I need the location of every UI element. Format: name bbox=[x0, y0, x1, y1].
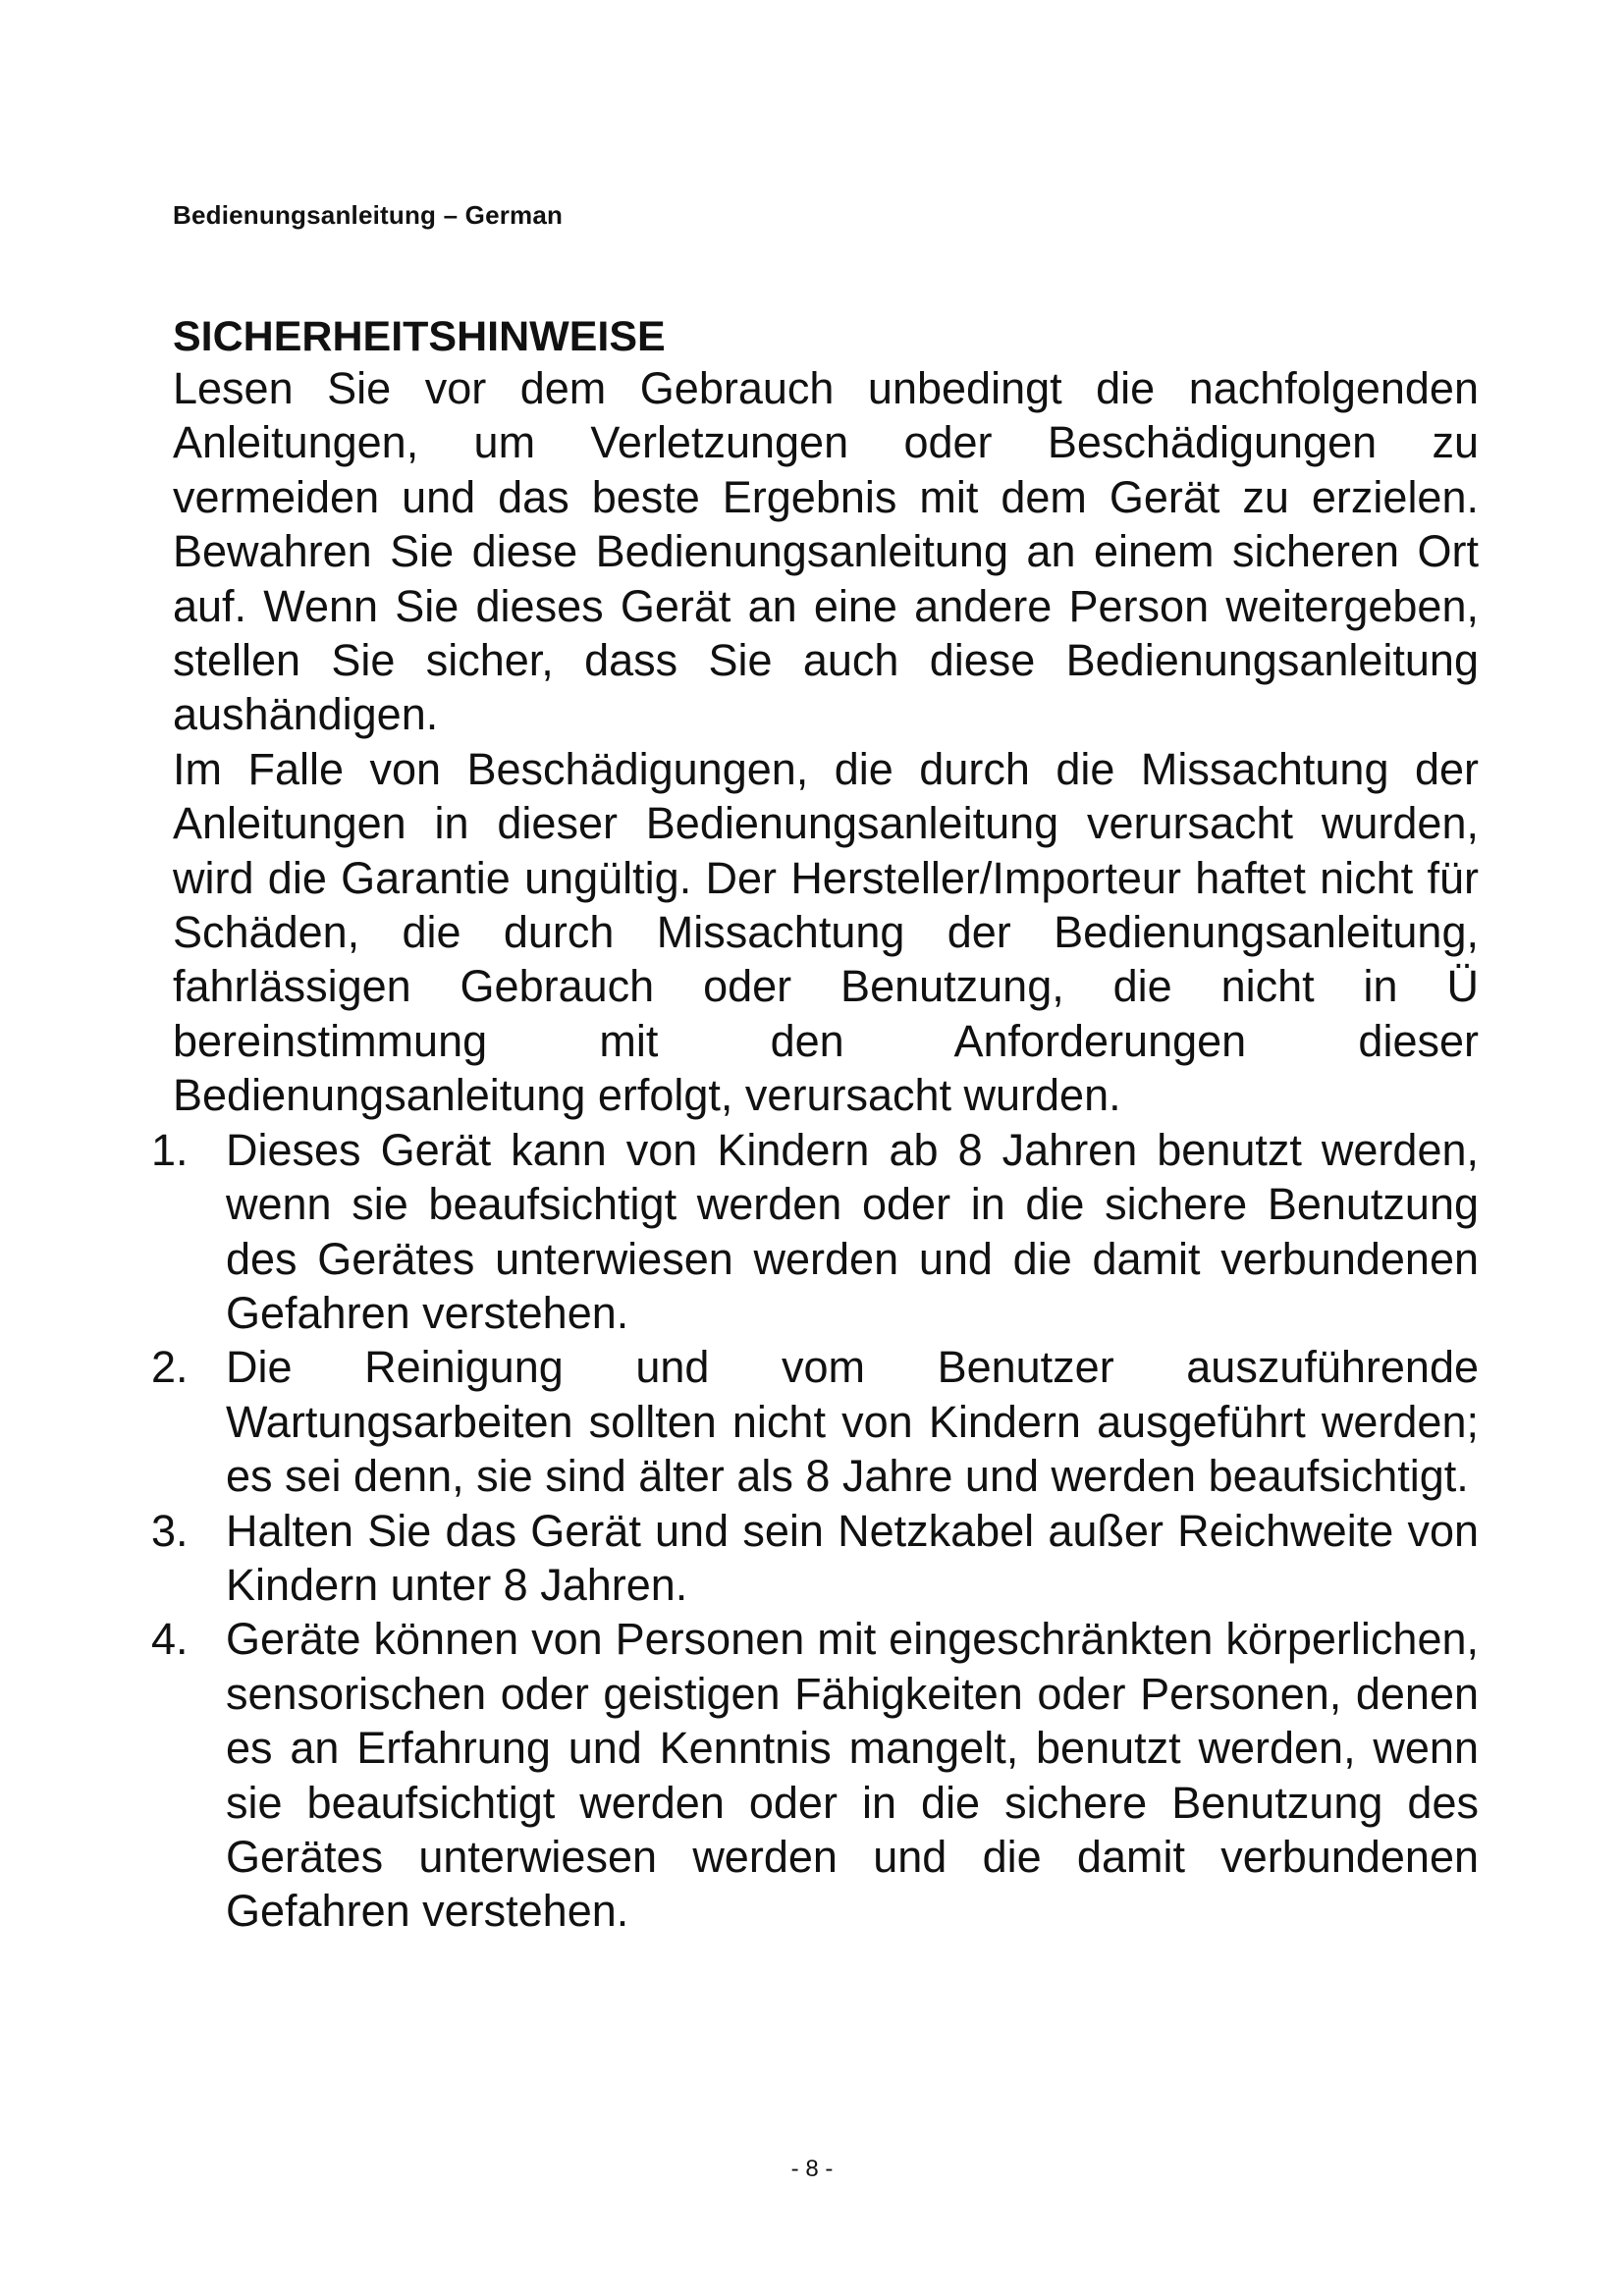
list-item-number: 1. bbox=[151, 1124, 189, 1175]
list-item-text: Halten Sie das Gerät und sein Netzkabel außer Reichweite von Kindern unter 8 Jahren. bbox=[226, 1505, 1479, 1610]
section-title: SICHERHEITSHINWEISE bbox=[173, 313, 666, 360]
running-header: Bedienungsanleitung – German bbox=[173, 200, 564, 230]
list-item bbox=[151, 1504, 1479, 1613]
list-item-number: 4. bbox=[151, 1614, 189, 1665]
intro-paragraph: Lesen Sie vor dem Gebrauch unbedingt die nachfolgenden Anleitungen, um Verletzungen oder Beschädigungen zu vermeiden und das beste Ergebnis mit dem Gerät zu erzielen. Bewahren Sie diese Bedienungsanleitung an einem sicheren Ort auf. Wenn Sie dieses Gerät an eine andere Person weitergeben, stellen Sie sicher, dass Sie auch diese Bedienungsanleitung aushändigen. bbox=[173, 363, 1479, 740]
list-item-number: 3. bbox=[151, 1505, 189, 1556]
list-item-text: Die Reinigung und vom Benutzer auszuführende Wartungsarbeiten sollten nicht von Kindern ausgeführt werden; es sei denn, sie sind älter als 8 Jahre und werden beaufsichtigt. bbox=[226, 1342, 1479, 1502]
list-item-text: Dieses Gerät kann von Kindern ab 8 Jahren benutzt werden, wenn sie beaufsichtigt werden oder in die sichere Benutzung des Gerätes unterwiesen werden und die damit verbundenen Gefahren verstehen. bbox=[226, 1124, 1479, 1338]
list-item bbox=[151, 1123, 1479, 1341]
page-number: - 8 - bbox=[790, 2156, 834, 2182]
warranty-paragraph: Im Falle von Beschädigungen, die durch die Missachtung der Anleitungen in dieser Bedienungsanleitung verursacht wurden, wird die Garantie ungültig. Der Hersteller/Importeur haftet nicht für Schäden, die durch Missachtung der Bedienungsanleitung, fahrlässigen Gebrauch oder Benutzung, die nicht in Ü bereinstimmung mit den Anforderungen dieser Bedienungsanleitung erfolgt, verursacht wurden. bbox=[173, 743, 1479, 1121]
list-item bbox=[151, 1612, 1479, 1938]
list-item-text: Geräte können von Personen mit eingeschränkten körperlichen, sensorischen oder geistigen Fähigkeiten oder Personen, denen es an Erfahrung und Kenntnis mangelt, benutzt werden, wenn sie beaufsichtigt werden oder in die sichere Benutzung des Gerätes unterwiesen werden und die damit verbundenen Gefahren verstehen. bbox=[226, 1614, 1479, 1937]
list-item bbox=[151, 1340, 1479, 1503]
safety-section bbox=[151, 312, 1479, 1939]
list-item-number: 2. bbox=[151, 1342, 189, 1393]
safety-list bbox=[151, 1123, 1479, 1939]
